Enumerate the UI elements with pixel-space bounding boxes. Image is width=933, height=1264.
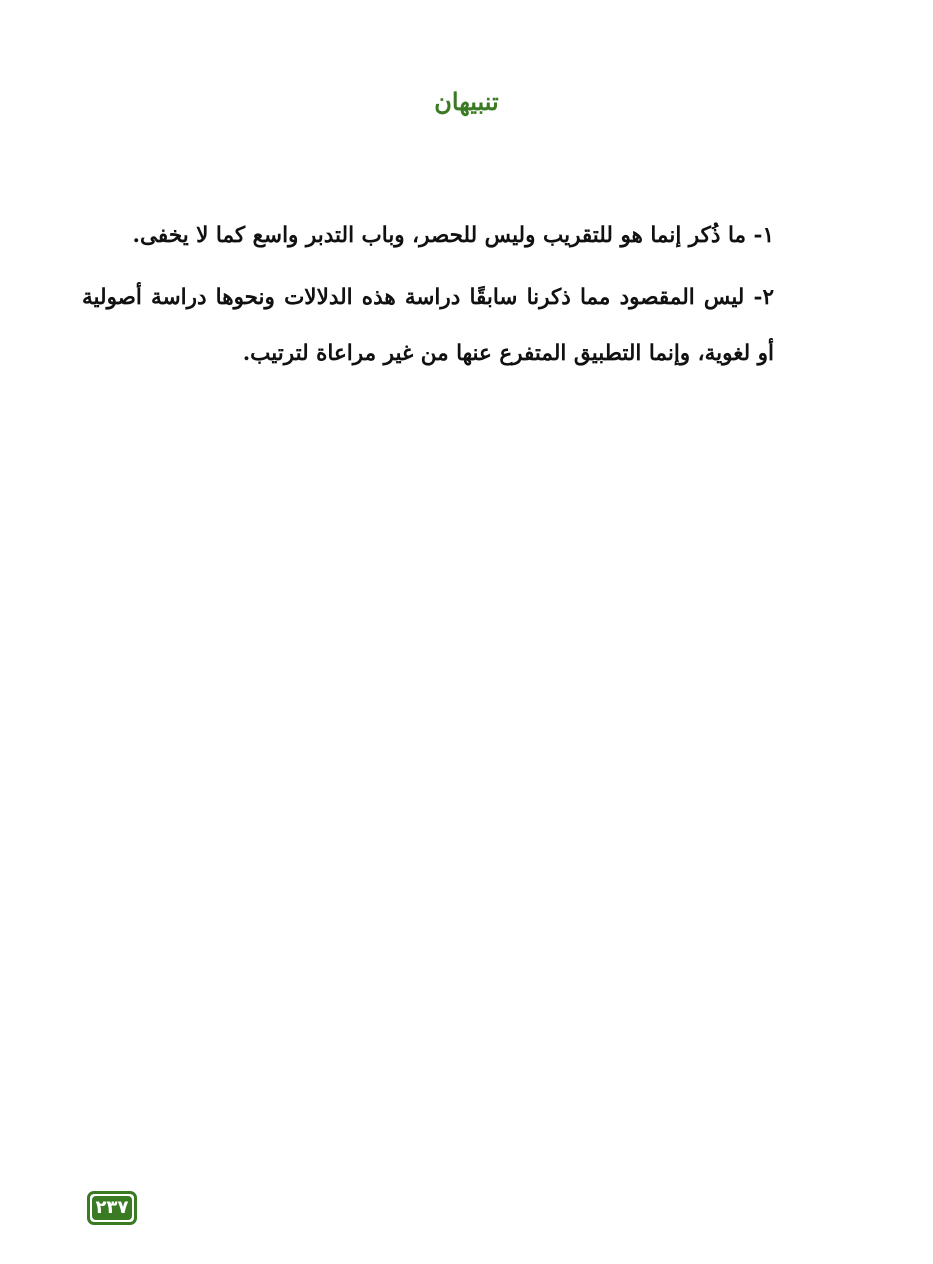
page-number-badge [87, 1191, 137, 1225]
page-title: تنبيهان [434, 87, 499, 116]
page-number: ٢٣٧ [92, 1196, 132, 1220]
note-item-2: ٢- ليس المقصود مما ذكرنا سابقًا دراسة هذه الدلالات ونحوها دراسة أصولية أو لغوية، وإنما التطبيق المتفرع عنها من غير مراعاة لترتيب. [82, 285, 774, 366]
notes-list [82, 208, 774, 388]
note-item-1: ١- ما ذُكر إنما هو للتقريب وليس للحصر، وباب التدبر واسع كما لا يخفى. [132, 223, 774, 248]
